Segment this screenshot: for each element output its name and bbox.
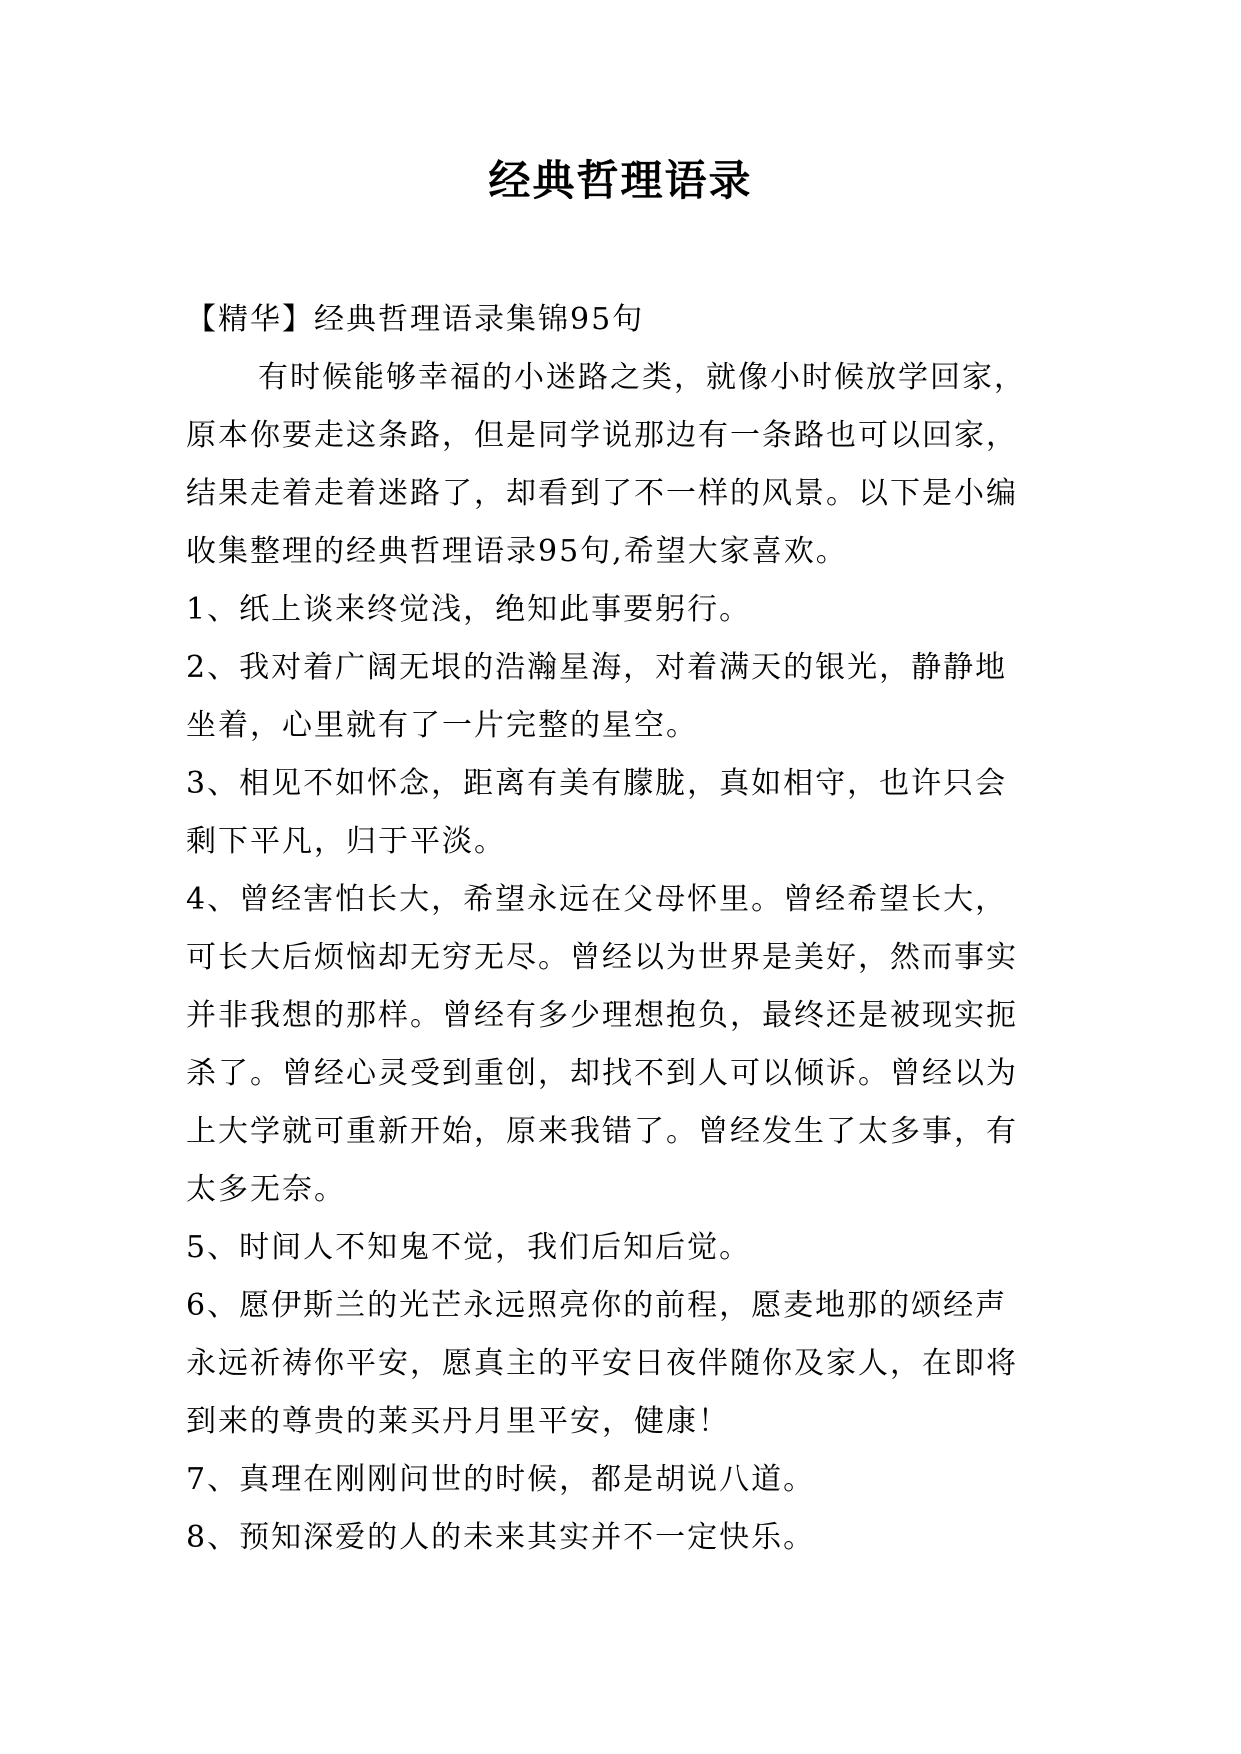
- quote-line: 到来的尊贵的莱买丹月里平安，健康！: [186, 1404, 730, 1439]
- intro-paragraph-line: 收集整理的经典哲理语录95句,希望大家喜欢。: [186, 534, 848, 569]
- quote-line: 并非我想的那样。曾经有多少理想抱负，最终还是被现实扼: [186, 998, 1018, 1033]
- quote-line: 剩下平凡，归于平淡。: [186, 824, 506, 859]
- quote-line: 6、愿伊斯兰的光芒永远照亮你的前程，愿麦地那的颂经声: [186, 1288, 1008, 1323]
- intro-paragraph-line: 结果走着走着迷路了，却看到了不一样的风景。以下是小编: [186, 476, 1018, 511]
- quote-line: 1、纸上谈来终觉浅，绝知此事要躬行。: [186, 592, 752, 627]
- quote-line: 杀了。曾经心灵受到重创，却找不到人可以倾诉。曾经以为: [186, 1056, 1018, 1091]
- quote-line: 2、我对着广阔无垠的浩瀚星海，对着满天的银光，静静地: [186, 650, 1008, 685]
- document-title: 经典哲理语录: [488, 156, 753, 205]
- quote-line: 4、曾经害怕长大，希望永远在父母怀里。曾经希望长大，: [186, 882, 1008, 917]
- quote-line: 8、预知深爱的人的未来其实并不一定快乐。: [186, 1520, 816, 1555]
- quote-line: 可长大后烦恼却无穷无尽。曾经以为世界是美好，然而事实: [186, 940, 1018, 975]
- intro-paragraph-line: 有时候能够幸福的小迷路之类，就像小时候放学回家，: [258, 360, 1026, 395]
- quote-line: 3、相见不如怀念，距离有美有朦胧，真如相守，也许只会: [186, 766, 1008, 801]
- quote-line: 5、时间人不知鬼不觉，我们后知后觉。: [186, 1230, 752, 1265]
- quote-line: 太多无奈。: [186, 1172, 346, 1207]
- document-body: [186, 291, 1056, 1567]
- quote-line: 上大学就可重新开始，原来我错了。曾经发生了太多事，有: [186, 1114, 1018, 1149]
- quote-line: 坐着，心里就有了一片完整的星空。: [186, 708, 698, 743]
- intro-paragraph-line: 原本你要走这条路，但是同学说那边有一条路也可以回家，: [186, 418, 1018, 453]
- quote-line: 永远祈祷你平安，愿真主的平安日夜伴随你及家人，在即将: [186, 1346, 1018, 1381]
- subtitle-line: 【精华】经典哲理语录集锦95句: [186, 302, 645, 337]
- quote-line: 7、真理在刚刚问世的时候，都是胡说八道。: [186, 1462, 816, 1497]
